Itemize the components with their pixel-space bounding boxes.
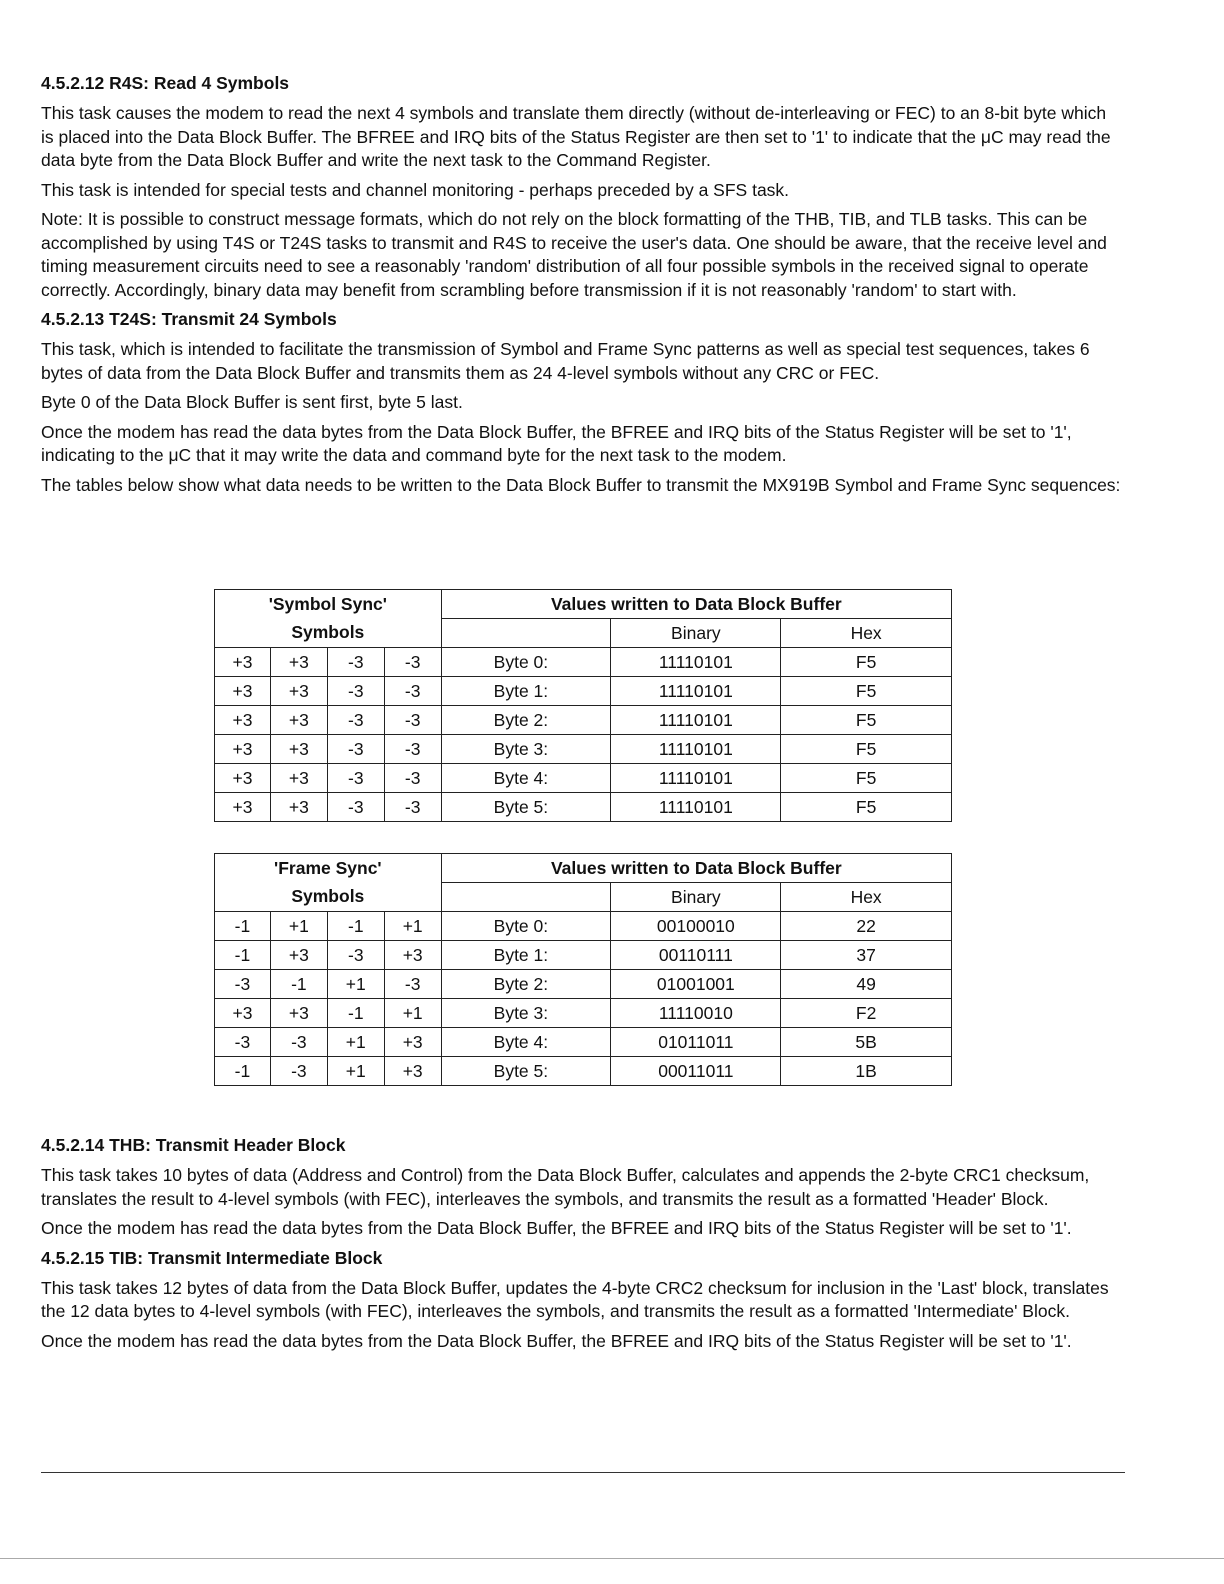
document-page: [41, 66, 1121, 503]
symbol-sync-row: [215, 793, 952, 822]
symbol-sync-binary-cell: 11110101: [611, 706, 781, 735]
frame-sync-row: [215, 912, 952, 941]
frame-sync-binary-cell: 00011011: [611, 1057, 781, 1086]
symbol-sync-symbol-cell: +3: [270, 735, 327, 764]
frame-sync-symbol-cell: +1: [384, 999, 441, 1028]
symbol-sync-symbol-cell: +3: [215, 764, 271, 793]
symbol-sync-symbol-cell: -3: [384, 648, 441, 677]
frame-sync-hex-cell: F2: [781, 999, 952, 1028]
symbol-sync-binary-cell: 11110101: [611, 735, 781, 764]
symbol-sync-symbol-cell: +3: [215, 793, 271, 822]
frame-sync-symbol-cell: -3: [327, 941, 384, 970]
frame-sync-symbol-cell: -1: [215, 941, 271, 970]
footer-rule: [41, 1472, 1125, 1473]
r4s-note-paragraph: Note: It is possible to construct message formats, which do not rely on the block formatting of the THB, TIB, and TLB tasks. This can be accomplished by using T4S or T24S tasks to transmit and R4S to receive the user's data. One should be aware, that the receive level and timing measurement circuits need to see a reasonably 'random' distribution of all four possible symbols in the received signal to operate correctly. Accordingly, binary data may benefit from scrambling before transmission if it is not reasonably 'random' to start with.: [41, 209, 1107, 300]
frame-sync-subtitle: Symbols: [215, 883, 442, 912]
symbol-sync-binary-cell: 11110101: [611, 648, 781, 677]
frame-sync-row: [215, 941, 952, 970]
symbol-sync-row: [215, 677, 952, 706]
thb-paragraph-1: This task takes 10 bytes of data (Address and Control) from the Data Block Buffer, calculates and appends the 2-byte CRC1 checksum, translates the result to 4-level symbols (with FEC), interleaves the symbols, and transmits the result as a formatted 'Header' Block.: [41, 1165, 1090, 1209]
symbol-sync-symbol-cell: -3: [384, 706, 441, 735]
frame-sync-byte-label-cell: Byte 0:: [441, 912, 611, 941]
frame-sync-symbol-cell: +1: [384, 912, 441, 941]
symbol-sync-binary-cell: 11110101: [611, 764, 781, 793]
frame-sync-binary-cell: 01011011: [611, 1028, 781, 1057]
frame-sync-table: [214, 853, 952, 1086]
symbol-sync-byte-label-cell: Byte 1:: [441, 677, 611, 706]
frame-sync-symbol-cell: -3: [215, 970, 271, 999]
symbol-sync-row: [215, 764, 952, 793]
frame-sync-symbol-cell: +3: [384, 941, 441, 970]
symbol-sync-row: [215, 648, 952, 677]
symbol-sync-symbol-cell: -3: [327, 735, 384, 764]
frame-sync-hex-cell: 5B: [781, 1028, 952, 1057]
symbol-empty-header: [441, 619, 611, 648]
symbol-sync-hex-cell: F5: [781, 706, 952, 735]
tib-paragraph-2: Once the modem has read the data bytes from the Data Block Buffer, the BFREE and IRQ bits of the Status Register will be set to '1'.: [41, 1330, 1072, 1351]
symbol-sync-symbol-cell: +3: [215, 706, 271, 735]
frame-values-header: Values written to Data Block Buffer: [441, 854, 951, 883]
frame-sync-binary-cell: 00110111: [611, 941, 781, 970]
section-heading-t24s: 4.5.2.13 T24S: Transmit 24 Symbols: [41, 309, 337, 329]
symbol-values-header: Values written to Data Block Buffer: [441, 590, 951, 619]
symbol-sync-symbol-cell: +3: [270, 648, 327, 677]
symbol-sync-title: 'Symbol Sync': [215, 590, 442, 619]
frame-sync-hex-cell: 1B: [781, 1057, 952, 1086]
symbol-sync-byte-label-cell: Byte 2:: [441, 706, 611, 735]
frame-sync-symbol-cell: -3: [270, 1028, 327, 1057]
symbol-sync-symbol-cell: -3: [327, 677, 384, 706]
symbol-sync-row: [215, 706, 952, 735]
r4s-paragraph-1: This task causes the modem to read the next 4 symbols and translate them directly (without de-interleaving or FEC) to an 8-bit byte which is placed into the Data Block Buffer. The BFREE and IRQ bits of the Status Register are then set to '1' to indicate that the μC may read the data byte from the Data Block Buffer and write the next task to the Command Register.: [41, 103, 1111, 170]
document-page-lower: [41, 1128, 1121, 1359]
frame-sync-symbol-cell: -1: [327, 999, 384, 1028]
frame-sync-symbol-cell: +1: [270, 912, 327, 941]
frame-sync-byte-label-cell: Byte 2:: [441, 970, 611, 999]
frame-binary-header: Binary: [611, 883, 781, 912]
t24s-paragraph-3: Once the modem has read the data bytes from the Data Block Buffer, the BFREE and IRQ bits of the Status Register will be set to '1', indicating to the μC that it may write the data and command byte for the next task to the modem.: [41, 421, 1072, 465]
symbol-sync-byte-label-cell: Byte 3:: [441, 735, 611, 764]
frame-sync-row: [215, 1028, 952, 1057]
symbol-sync-symbol-cell: +3: [215, 648, 271, 677]
tib-paragraph-1: This task takes 12 bytes of data from the Data Block Buffer, updates the 4-byte CRC2 checksum for inclusion in the 'Last' block, translates the 12 data bytes to 4-level symbols (with FEC), interleaves the symbols, and transmits the result as a formatted 'Intermediate' Block.: [41, 1277, 1109, 1321]
symbol-sync-binary-cell: 11110101: [611, 677, 781, 706]
frame-sync-binary-cell: 00100010: [611, 912, 781, 941]
symbol-sync-symbol-cell: -3: [384, 677, 441, 706]
symbol-sync-binary-cell: 11110101: [611, 793, 781, 822]
symbol-sync-symbol-cell: -3: [327, 764, 384, 793]
symbol-sync-symbol-cell: -3: [327, 648, 384, 677]
frame-sync-binary-cell: 11110010: [611, 999, 781, 1028]
t24s-paragraph-4: The tables below show what data needs to be written to the Data Block Buffer to transmit the MX919B Symbol and Frame Sync sequences:: [41, 474, 1121, 495]
symbol-sync-hex-cell: F5: [781, 735, 952, 764]
symbol-sync-row: [215, 735, 952, 764]
symbol-sync-symbol-cell: +3: [270, 793, 327, 822]
section-heading-r4s: 4.5.2.12 R4S: Read 4 Symbols: [41, 73, 290, 93]
symbol-sync-table: [214, 589, 952, 822]
symbol-sync-symbol-cell: +3: [215, 677, 271, 706]
frame-sync-symbol-cell: -1: [327, 912, 384, 941]
symbol-sync-subtitle: Symbols: [215, 619, 442, 648]
frame-sync-hex-cell: 49: [781, 970, 952, 999]
frame-sync-symbol-cell: -1: [215, 1057, 271, 1086]
frame-sync-symbol-cell: -3: [215, 1028, 271, 1057]
frame-sync-symbol-cell: -3: [270, 1057, 327, 1086]
frame-sync-hex-cell: 22: [781, 912, 952, 941]
frame-sync-row: [215, 970, 952, 999]
frame-sync-byte-label-cell: Byte 3:: [441, 999, 611, 1028]
symbol-sync-hex-cell: F5: [781, 648, 952, 677]
frame-sync-symbol-cell: +3: [270, 999, 327, 1028]
frame-sync-symbol-cell: +1: [327, 970, 384, 999]
symbol-sync-symbol-cell: -3: [384, 793, 441, 822]
t24s-paragraph-1: This task, which is intended to facilitate the transmission of Symbol and Frame Sync patterns as well as special test sequences, takes 6 bytes of data from the Data Block Buffer and transmits them as 24 4-level symbols without any CRC or FEC.: [41, 339, 1090, 383]
t24s-paragraph-2: Byte 0 of the Data Block Buffer is sent first, byte 5 last.: [41, 392, 463, 412]
symbol-sync-hex-cell: F5: [781, 793, 952, 822]
section-heading-thb: 4.5.2.14 THB: Transmit Header Block: [41, 1135, 346, 1155]
frame-sync-symbol-cell: +3: [384, 1057, 441, 1086]
symbol-binary-header: Binary: [611, 619, 781, 648]
frame-sync-row: [215, 999, 952, 1028]
frame-sync-symbol-cell: +3: [215, 999, 271, 1028]
symbol-sync-hex-cell: F5: [781, 677, 952, 706]
symbol-sync-symbol-cell: +3: [270, 764, 327, 793]
frame-sync-symbol-cell: +3: [384, 1028, 441, 1057]
symbol-sync-byte-label-cell: Byte 5:: [441, 793, 611, 822]
symbol-sync-symbol-cell: -3: [327, 793, 384, 822]
frame-sync-title: 'Frame Sync': [215, 854, 442, 883]
frame-sync-row: [215, 1057, 952, 1086]
frame-hex-header: Hex: [781, 883, 952, 912]
frame-sync-symbol-cell: +3: [270, 941, 327, 970]
frame-sync-symbol-cell: +1: [327, 1057, 384, 1086]
frame-sync-symbol-cell: -1: [270, 970, 327, 999]
frame-sync-byte-label-cell: Byte 4:: [441, 1028, 611, 1057]
r4s-paragraph-2: This task is intended for special tests and channel monitoring - perhaps preceded by a SFS task.: [41, 179, 790, 200]
frame-sync-hex-cell: 37: [781, 941, 952, 970]
frame-sync-symbol-cell: -3: [384, 970, 441, 999]
thb-paragraph-2: Once the modem has read the data bytes from the Data Block Buffer, the BFREE and IRQ bits of the Status Register will be set to '1'.: [41, 1218, 1072, 1238]
symbol-sync-symbol-cell: +3: [215, 735, 271, 764]
frame-sync-byte-label-cell: Byte 5:: [441, 1057, 611, 1086]
symbol-sync-symbol-cell: -3: [384, 735, 441, 764]
page-bottom-edge: [0, 1558, 1224, 1559]
frame-sync-binary-cell: 01001001: [611, 970, 781, 999]
frame-sync-byte-label-cell: Byte 1:: [441, 941, 611, 970]
symbol-sync-symbol-cell: -3: [384, 764, 441, 793]
section-heading-tib: 4.5.2.15 TIB: Transmit Intermediate Block: [41, 1247, 383, 1268]
symbol-sync-symbol-cell: +3: [270, 706, 327, 735]
symbol-sync-byte-label-cell: Byte 4:: [441, 764, 611, 793]
frame-sync-symbol-cell: -1: [215, 912, 271, 941]
symbol-sync-symbol-cell: -3: [327, 706, 384, 735]
symbol-sync-symbol-cell: +3: [270, 677, 327, 706]
symbol-sync-byte-label-cell: Byte 0:: [441, 648, 611, 677]
frame-sync-symbol-cell: +1: [327, 1028, 384, 1057]
symbol-sync-hex-cell: F5: [781, 764, 952, 793]
frame-empty-header: [441, 883, 611, 912]
symbol-hex-header: Hex: [781, 619, 952, 648]
